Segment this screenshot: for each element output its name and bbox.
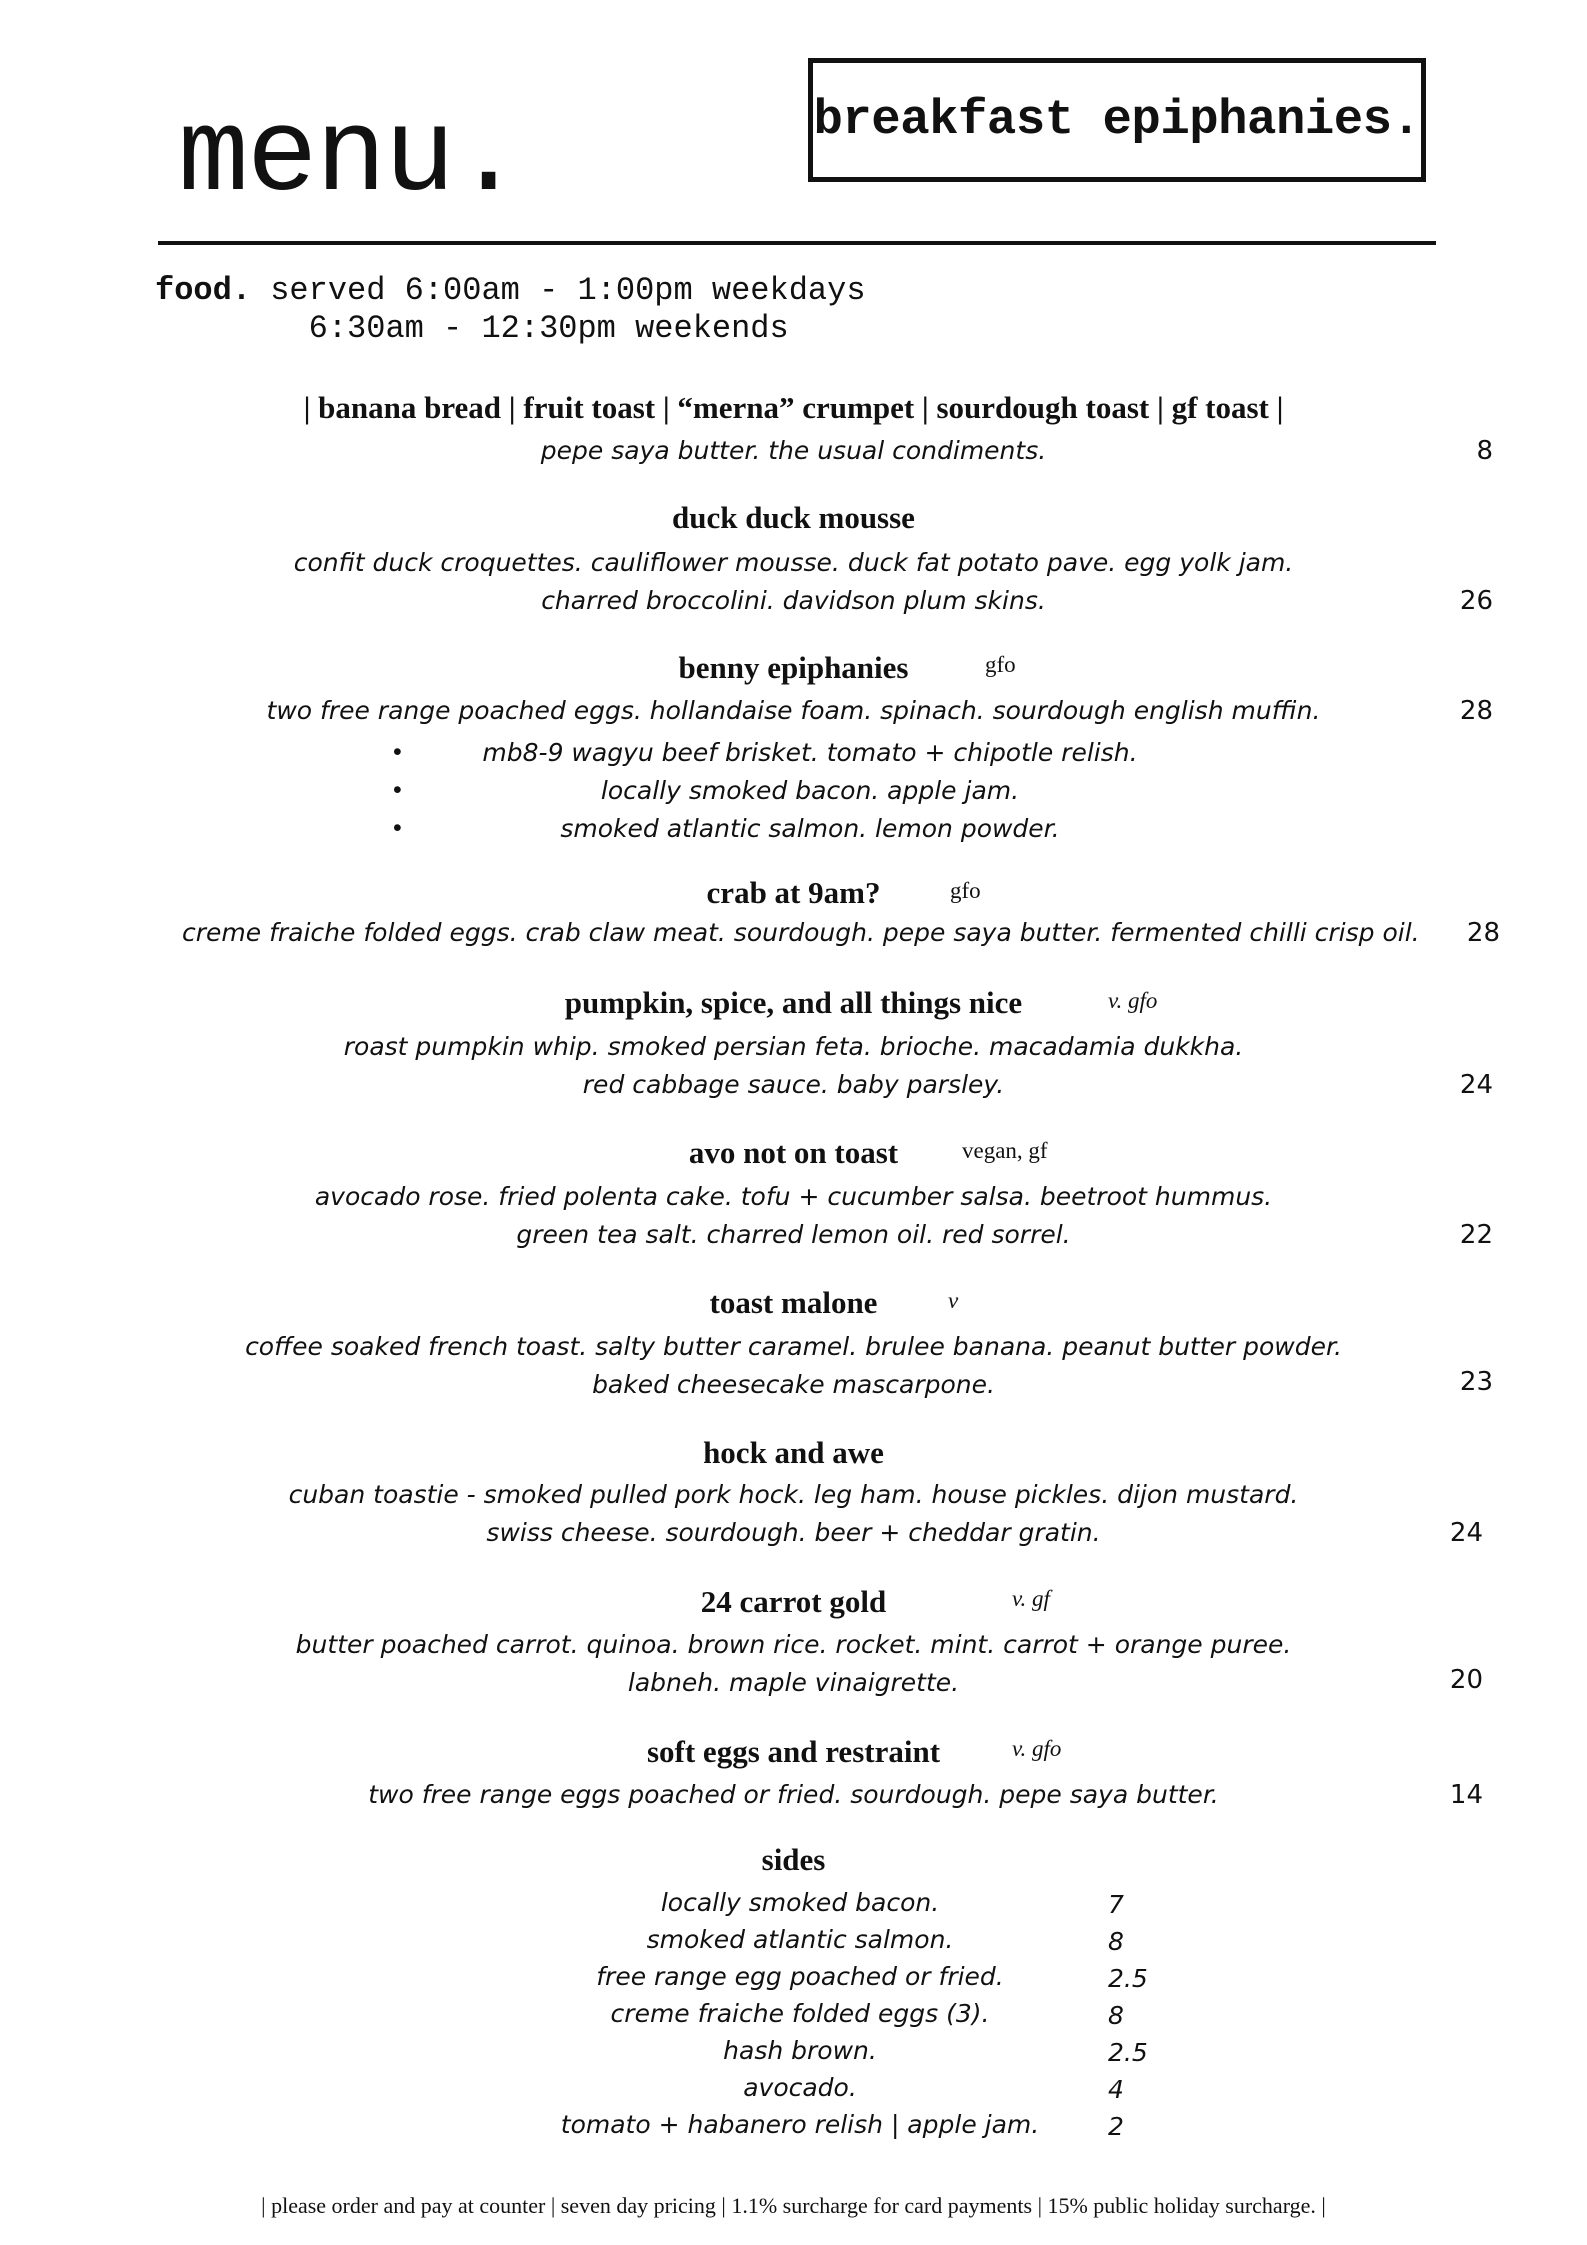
dish-title-duck-duck-mousse: duck duck mousse: [672, 500, 915, 535]
dish-price: 8: [1476, 436, 1493, 466]
side-item: hash brown.: [723, 2036, 877, 2065]
side-item: creme fraiche folded eggs (3).: [610, 1999, 990, 2028]
dish-desc: butter poached carrot. quinoa. brown rice. rocket. mint. carrot + orange puree.: [295, 1630, 1292, 1659]
side-item: tomato + habanero relish | apple jam.: [560, 2110, 1040, 2139]
dish-price: 28: [1459, 696, 1493, 726]
dish-desc: labneh. maple vinaigrette.: [627, 1668, 960, 1697]
dish-title-soft-eggs: soft eggs and restraint: [646, 1734, 941, 1769]
dish-price: 20: [1449, 1665, 1483, 1695]
side-price: 2.5: [1108, 2038, 1148, 2067]
side-price: 8: [1108, 2001, 1124, 2030]
bullet-icon: •: [393, 738, 402, 766]
dish-desc: pepe saya butter. the usual condiments.: [540, 436, 1047, 465]
hours-label: food.: [155, 272, 252, 309]
brand-name: breakfast epiphanies.: [813, 92, 1421, 148]
dish-desc: two free range poached eggs. hollandaise foam. spinach. sourdough english muffin.: [266, 696, 1321, 725]
bullet-icon: •: [393, 776, 402, 804]
dietary-tag: vegan, gf: [962, 1138, 1048, 1163]
side-price: 2.5: [1108, 1964, 1148, 1993]
dietary-tag: v. gf: [1012, 1586, 1050, 1611]
title-divider: [158, 241, 1436, 245]
dish-desc: confit duck croquettes. cauliflower mousse. duck fat potato pave. egg yolk jam.: [293, 548, 1294, 577]
dish-option: locally smoked bacon. apple jam.: [600, 776, 1020, 805]
dietary-tag: v: [948, 1288, 959, 1313]
dish-title-toast-malone: toast malone: [709, 1285, 878, 1320]
dish-desc: green tea salt. charred lemon oil. red sorrel.: [516, 1220, 1071, 1249]
dish-title-toasts: | banana bread | fruit toast | “merna” crumpet | sourdough toast | gf toast |: [303, 390, 1284, 425]
side-price: 8: [1108, 1927, 1124, 1956]
side-item: avocado.: [743, 2073, 857, 2102]
dish-option: smoked atlantic salmon. lemon powder.: [560, 814, 1060, 843]
dish-title-24-carrot-gold: 24 carrot gold: [700, 1584, 887, 1619]
dish-desc: roast pumpkin whip. smoked persian feta. brioche. macadamia dukkha.: [343, 1032, 1244, 1061]
side-item: free range egg poached or fried.: [596, 1962, 1004, 1991]
dish-title-hock-and-awe: hock and awe: [703, 1435, 884, 1470]
dish-desc: coffee soaked french toast. salty butter caramel. brulee banana. peanut butter powder.: [245, 1332, 1342, 1361]
dish-desc: avocado rose. fried polenta cake. tofu + cucumber salsa. beetroot hummus.: [314, 1182, 1273, 1211]
dish-option: mb8-9 wagyu beef brisket. tomato + chipotle relish.: [482, 738, 1138, 767]
footer-notice: | please order and pay at counter | seven day pricing | 1.1% surcharge for card payments | 15% public holiday surcharge. |: [261, 2193, 1326, 2218]
dish-desc: charred broccolini. davidson plum skins.: [541, 586, 1046, 615]
dish-price: 22: [1459, 1220, 1493, 1250]
dish-price: 23: [1459, 1367, 1493, 1397]
dish-desc: two free range eggs poached or fried. sourdough. pepe saya butter.: [368, 1780, 1219, 1809]
dietary-tag: v. gfo: [1012, 1736, 1062, 1761]
dish-price: 24: [1459, 1070, 1493, 1100]
side-price: 4: [1108, 2075, 1124, 2104]
dietary-tag: gfo: [985, 652, 1016, 677]
dish-title-benny-epiphanies: benny epiphanies: [678, 650, 909, 685]
dish-desc: cuban toastie - smoked pulled pork hock. leg ham. house pickles. dijon mustard.: [288, 1480, 1299, 1509]
hours-weekdays: served 6:00am - 1:00pm weekdays: [251, 272, 866, 309]
hours-weekends: 6:30am - 12:30pm weekends: [155, 310, 789, 347]
brand-box: [808, 58, 1426, 182]
side-price: 7: [1108, 1890, 1124, 1919]
side-item: locally smoked bacon.: [660, 1888, 940, 1917]
dish-desc: creme fraiche folded eggs. crab claw meat. sourdough. pepe saya butter. fermented chilli crisp oil.: [182, 918, 1420, 947]
dish-title-pumpkin-spice: pumpkin, spice, and all things nice: [564, 985, 1023, 1020]
side-price: 2: [1108, 2112, 1124, 2141]
dish-desc: red cabbage sauce. baby parsley.: [582, 1070, 1005, 1099]
dish-price: 28: [1466, 918, 1500, 948]
dietary-tag: gfo: [950, 878, 981, 903]
dish-title-crab-at-9am: crab at 9am?: [706, 875, 881, 910]
dish-price: 24: [1449, 1518, 1483, 1548]
menu-title: menu.: [178, 92, 523, 225]
hours-line-1: [155, 272, 866, 310]
dietary-tag: v. gfo: [1108, 988, 1158, 1013]
dish-price: 26: [1459, 586, 1493, 616]
sides-title: sides: [761, 1842, 826, 1877]
dish-title-avo-not-on-toast: avo not on toast: [688, 1135, 899, 1170]
dish-price: 14: [1449, 1780, 1483, 1810]
side-item: smoked atlantic salmon.: [646, 1925, 954, 1954]
dish-desc: baked cheesecake mascarpone.: [592, 1370, 995, 1399]
bullet-icon: •: [393, 814, 402, 842]
dish-desc: swiss cheese. sourdough. beer + cheddar gratin.: [486, 1518, 1101, 1547]
